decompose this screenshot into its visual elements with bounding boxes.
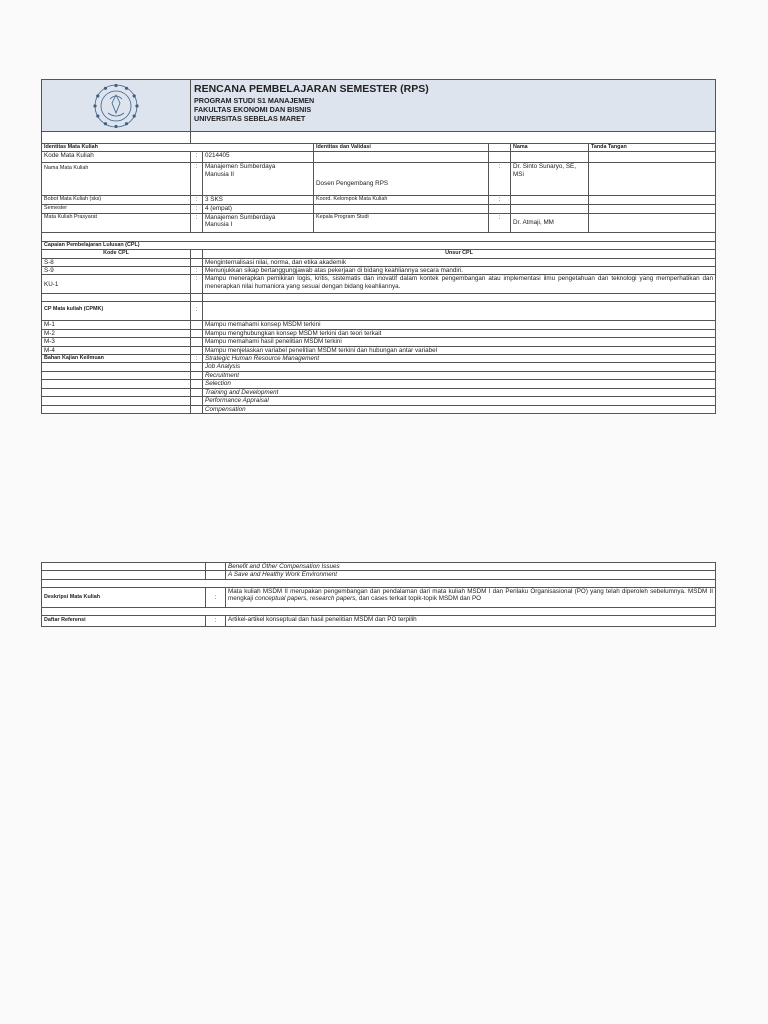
cpl-row xyxy=(42,267,716,275)
role-kaprodi: Kepala Program Studi xyxy=(314,213,489,232)
identity-heading: Identitas Mata Kuliah xyxy=(42,144,314,152)
rps-table-page-2 xyxy=(41,562,716,627)
semester-value: 4 (empat) xyxy=(203,205,314,213)
cpmk-code: M-2 xyxy=(42,329,191,337)
spacer-row xyxy=(42,579,716,587)
deskripsi-text-italic: conceptual papers, research papers, xyxy=(254,595,358,603)
deskripsi-row xyxy=(42,587,716,607)
topic-item: Job Analysis xyxy=(203,363,716,371)
university-seal-icon xyxy=(86,83,146,129)
bobot-label: Bobot Mata Kuliah (sks) xyxy=(42,196,191,205)
role-koord: Koord. Kelompok Mata Kuliah xyxy=(314,196,489,205)
cpmk-code: M-1 xyxy=(42,321,191,329)
topic-item: Strategic Human Resource Management xyxy=(203,355,716,363)
colon: : xyxy=(191,275,203,294)
nama-label: Nama Mata Kuliah xyxy=(42,163,191,196)
colon: : xyxy=(191,213,203,232)
cpmk-text: Mampu memahami konsep MSDM terkini xyxy=(203,321,716,329)
signature-dosen xyxy=(589,163,716,196)
kode-value: 0214405 xyxy=(203,152,314,163)
bahan-kajian-heading: Bahan Kajian Keilmuan xyxy=(42,355,191,363)
colon: : xyxy=(489,213,511,232)
program-name: PROGRAM STUDI S1 MANAJEMEN xyxy=(194,96,315,105)
colon: : xyxy=(191,302,203,321)
bahan-kajian-row xyxy=(42,388,716,396)
cpmk-text: Mampu memahami hasil penelitian MSDM terkini xyxy=(203,338,716,346)
colon: : xyxy=(206,615,226,626)
colon: : xyxy=(191,267,203,275)
referensi-text: Artikel-artikel konseptual dan hasil penelitian MSDM dan PO terpilih xyxy=(226,615,716,626)
spacer-row xyxy=(42,232,716,241)
colon: : xyxy=(191,355,203,363)
bahan-kajian-row xyxy=(42,355,716,363)
prasyarat-label: Mata Kuliah Prasyarat xyxy=(42,213,191,232)
person-kaprodi: Dr. Atmaji, MM xyxy=(511,213,589,232)
bobot-value: 3 SKS xyxy=(203,196,314,205)
cpl-heading: Capaian Pembelajaran Lulusan (CPL) xyxy=(42,241,716,249)
spacer-row xyxy=(42,607,716,615)
cpmk-code: M-3 xyxy=(42,338,191,346)
cpl-row xyxy=(42,258,716,266)
bahan-kajian-row xyxy=(42,563,716,571)
identity-heading-row xyxy=(42,144,716,152)
deskripsi-heading: Deskripsi Mata Kuliah xyxy=(42,587,206,607)
deskripsi-text-part: dan cases terkait topik-topik MSDM dan PO xyxy=(357,595,482,603)
deskripsi-text xyxy=(226,587,716,607)
logo-cell xyxy=(42,80,191,132)
cpmk-code: M-4 xyxy=(42,346,191,354)
cpmk-row xyxy=(42,321,716,329)
referensi-row xyxy=(42,615,716,626)
cpl-column-headings xyxy=(42,250,716,258)
name-heading: Nama xyxy=(511,144,589,152)
cpmk-text: Mampu menjelaskan variabel penelitian MSDM terkini dan hubungan antar variabel xyxy=(203,346,716,354)
cpl-text: Menginternalisasi nilai, norma, dan etika akademik xyxy=(203,258,716,266)
row-kode xyxy=(42,152,716,163)
colon: : xyxy=(191,205,203,213)
colon: : xyxy=(489,163,511,196)
semester-label: Semester xyxy=(42,205,191,213)
row-bobot xyxy=(42,196,716,205)
cpmk-heading: CP Mata kuliah (CPMK) xyxy=(42,302,191,321)
role-dosen: Dosen Pengembang RPS xyxy=(314,163,489,196)
nama-value: Manajemen Sumberdaya Manusia II xyxy=(203,163,314,196)
bahan-kajian-row xyxy=(42,397,716,405)
row-nama xyxy=(42,163,716,196)
cpmk-text: Mampu menghubungkan konsep MSDM terkini dan teori terkait xyxy=(203,329,716,337)
topic-item: Selection xyxy=(203,380,716,388)
colon: : xyxy=(191,196,203,205)
signature-kaprodi xyxy=(589,213,716,232)
spacer-row xyxy=(42,132,716,144)
cpl-code: S-8 xyxy=(42,258,191,266)
colon: : xyxy=(191,152,203,163)
topic-item: Training and Development xyxy=(203,388,716,396)
colon: : xyxy=(489,196,511,205)
bahan-kajian-row xyxy=(42,380,716,388)
cpl-code-heading: Kode CPL xyxy=(42,250,191,258)
topic-item: A Save and Healthy Work Environment xyxy=(226,571,716,579)
person-dosen: Dr. Sinto Sunaryo, SE, MSi xyxy=(511,163,589,196)
cpmk-row xyxy=(42,346,716,354)
row-semester xyxy=(42,205,716,213)
row-prasyarat xyxy=(42,213,716,232)
cpl-heading-row xyxy=(42,241,716,249)
cpmk-row xyxy=(42,329,716,337)
kode-label: Kode Mata Kuliah xyxy=(42,152,191,163)
rps-table-page-1 xyxy=(41,79,716,414)
spacer-row xyxy=(42,294,716,302)
deskripsi-text-part: Mata kuliah MSDM II merupakan pengembangan dan pendalaman dari mata kuliah MSDM I dan Perilaku Organisasional (PO) yang telah diperoleh sebelumnya. MSDM II mengkaji xyxy=(228,587,713,603)
university-name: UNIVERSITAS SEBELAS MARET xyxy=(194,114,306,123)
cpmk-row xyxy=(42,338,716,346)
cpl-row xyxy=(42,275,716,294)
bahan-kajian-row xyxy=(42,405,716,413)
cpl-element-heading: Unsur CPL xyxy=(203,250,716,258)
cpl-code: S-9 xyxy=(42,267,191,275)
bahan-kajian-row xyxy=(42,371,716,379)
validation-heading: Identitas dan Validasi xyxy=(314,144,489,152)
topic-item: Performance Appraisal xyxy=(203,397,716,405)
topic-item: Benefit and Other Compensation Issues xyxy=(226,563,716,571)
topic-item: Recruitment xyxy=(203,371,716,379)
prasyarat-value: Manajemen Sumberdaya Manusia I xyxy=(203,213,314,232)
signature-heading: Tanda Tangan xyxy=(589,144,716,152)
faculty-name: FAKULTAS EKONOMI DAN BISNIS xyxy=(194,105,312,114)
colon: : xyxy=(206,587,226,607)
document-title: RENCANA PEMBELAJARAN SEMESTER (RPS) xyxy=(194,83,429,95)
bahan-kajian-row xyxy=(42,363,716,371)
header-row xyxy=(42,80,716,132)
header-text-cell xyxy=(191,80,716,132)
topic-item: Compensation xyxy=(203,405,716,413)
cpmk-heading-row xyxy=(42,302,716,321)
cpl-code: KU-1 xyxy=(42,275,191,294)
colon: : xyxy=(191,163,203,196)
cpl-text: Mampu menerapkan pemikiran logis, kritis, sistematis dan inovatif dalam kontek pengembangan atau implementasi ilmu pengetahuan dan teknologi yang memperhatikan dan menerapkan nilai humaniora yang sesuai dengan bidang keahliannya. xyxy=(203,275,716,294)
bahan-kajian-row xyxy=(42,571,716,579)
referensi-heading: Daftar Referensi xyxy=(42,615,206,626)
cpl-text: Menunjukkan sikap bertanggungjawab atas pekerjaan di bidang keahliannya secara mandiri. xyxy=(203,267,716,275)
